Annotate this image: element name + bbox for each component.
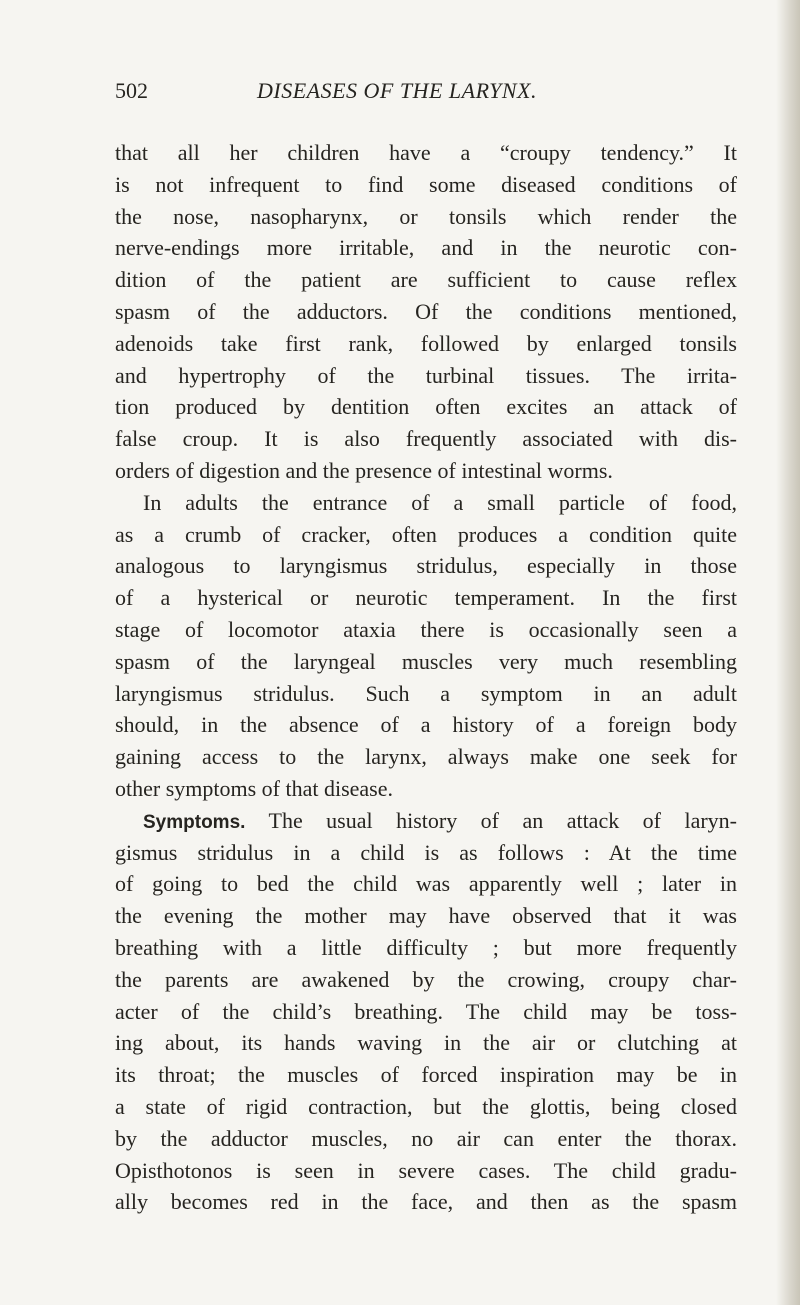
symptoms-heading: Symptoms. xyxy=(143,811,246,833)
text-line: dition of the patient are sufficient to cause reflex xyxy=(115,267,737,293)
text-line: stage of locomotor ataxia there is occasionally seen a xyxy=(115,616,737,642)
text-line: In adults the entrance of a small particle of food, xyxy=(143,489,737,515)
text-line: the nose, nasopharynx, or tonsils which render the xyxy=(115,203,737,229)
text-line: of going to bed the child was apparently well ; later in xyxy=(115,871,737,897)
text-line: a state of rigid contraction, but the glottis, being closed xyxy=(115,1093,737,1119)
text-line: breathing with a little difficulty ; but more frequently xyxy=(115,934,737,960)
page-header xyxy=(115,78,715,110)
text-line: acter of the child’s breathing. The child may be toss- xyxy=(115,998,737,1024)
symptoms-paragraph-start xyxy=(115,805,737,837)
text-line: of a hysterical or neurotic temperament. In the first xyxy=(115,585,737,611)
text-line: and hypertrophy of the turbinal tissues. The irrita- xyxy=(115,362,737,388)
text-line: ing about, its hands waving in the air or clutching at xyxy=(115,1030,737,1056)
text-line: its throat; the muscles of forced inspiration may be in xyxy=(115,1062,737,1088)
text-line: tion produced by dentition often excites an attack of xyxy=(115,394,737,420)
body-text xyxy=(115,137,737,1218)
text-line: as a crumb of cracker, often produces a condition quite xyxy=(115,521,737,547)
text-line: should, in the absence of a history of a foreign body xyxy=(115,712,737,738)
text-line: orders of digestion and the presence of intestinal worms. xyxy=(115,457,613,483)
text-line: ally becomes red in the face, and then as the spasm xyxy=(115,1189,737,1215)
text-line: adenoids take first rank, followed by enlarged tonsils xyxy=(115,330,737,356)
text-line: by the adductor muscles, no air can enter the thorax. xyxy=(115,1125,737,1151)
text-line: the evening the mother may have observed that it was xyxy=(115,903,737,929)
text-line: analogous to laryngismus stridulus, especially in those xyxy=(115,553,737,579)
text-line: gismus stridulus in a child is as follows : At the time xyxy=(115,839,737,865)
page-edge-shadow xyxy=(776,0,800,1305)
text-line: is not infrequent to find some diseased conditions of xyxy=(115,171,737,197)
text-line: spasm of the adductors. Of the conditions mentioned, xyxy=(115,298,737,324)
text-line: false croup. It is also frequently associated with dis- xyxy=(115,426,737,452)
text-line: The usual history of an attack of laryn- xyxy=(268,807,737,833)
text-line: the parents are awakened by the crowing, croupy char- xyxy=(115,966,737,992)
text-line: other symptoms of that disease. xyxy=(115,775,394,801)
text-line: spasm of the laryngeal muscles very much resembling xyxy=(115,648,737,674)
text-line: that all her children have a “croupy tendency.” It xyxy=(115,140,737,165)
text-line: laryngismus stridulus. Such a symptom in an adult xyxy=(115,680,737,706)
text-line: nerve-endings more irritable, and in the neurotic con- xyxy=(115,235,737,261)
text-line: gaining access to the larynx, always make one seek for xyxy=(115,744,737,770)
page-number: 502 xyxy=(115,78,148,103)
running-head: DISEASES OF THE LARYNX. xyxy=(257,78,537,103)
text-line: Opisthotonos is seen in severe cases. The child gradu- xyxy=(115,1157,737,1183)
